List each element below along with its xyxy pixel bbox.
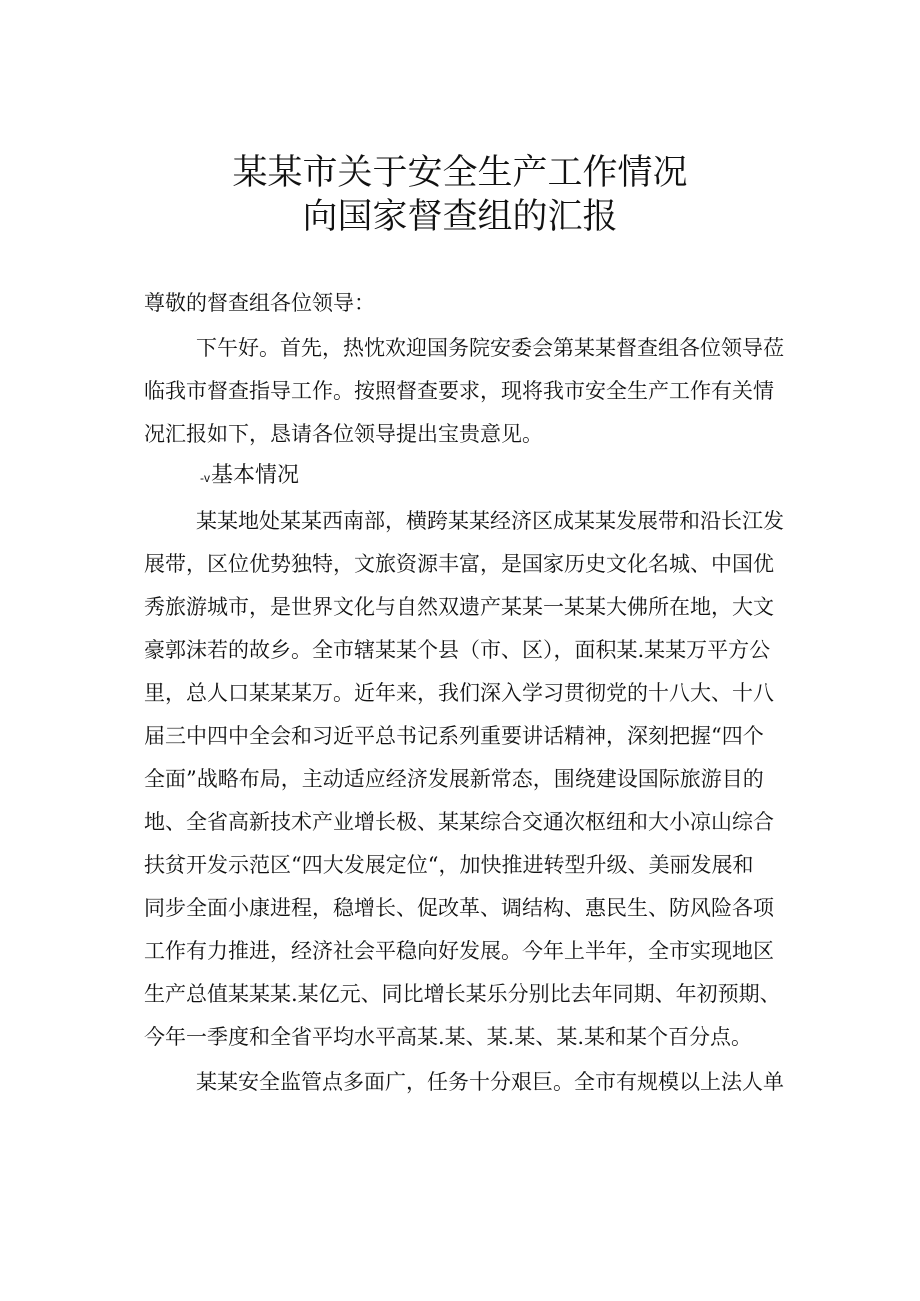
para1-line-5: 里，总人口某某某万。近年来，我们深入学习贯彻党的十八大、十八	[144, 681, 774, 705]
intro-line-2: 临我市督查指导工作。按照督查要求，现将我市安全生产工作有关情	[144, 379, 774, 403]
para1-line-2: 展带，区位优势独特，文旅资源丰富，是国家历史文化名城、中国优	[144, 552, 774, 576]
section-heading-basic-info	[200, 460, 299, 493]
para1-line-11: 工作有力推进，经济社会平稳向好发展。今年上半年，全市实现地区	[144, 939, 774, 963]
para1-line-10: 同步全面小康进程，稳增长、促改革、调结构、惠民生、防风险各项	[144, 896, 774, 920]
salutation: 尊敬的督查组各位领导：	[144, 291, 375, 315]
para1-line-9: 扶贫开发示范区“四大发展定位“，加快推进转型升级、美丽发展和	[144, 853, 754, 877]
document-title-line-2: 向国家督查组的汇报	[302, 197, 618, 237]
para1-line-7: 全面”战略布局，主动适应经济发展新常态，围绕建设国际旅游目的	[144, 767, 764, 791]
section-title: 基本情况	[211, 462, 300, 487]
para1-line-12: 生产总值某某某.某亿元、同比增长某乐分别比去年同期、年初预期、	[144, 982, 781, 1006]
document-title-line-1: 某某市关于安全生产工作情况	[232, 153, 688, 193]
para1-line-6: 届三中四中全会和习近平总书记系列重要讲话精神，深刻把握“四个	[144, 724, 764, 748]
para1-line-4: 豪郭沫若的故乡。全市辖某某个县（市、区），面积某.某某万平方公	[144, 638, 771, 662]
section-number: -v	[200, 471, 210, 485]
para1-line-1: 某某地处某某西南部，横跨某某经济区成某某发展带和沿长江发	[196, 509, 784, 533]
para1-line-3: 秀旅游城市，是世界文化与自然双遗产某某一某某大佛所在地，大文	[144, 595, 774, 619]
para1-line-13: 今年一季度和全省平均水平高某.某、某.某、某.某和某个百分点。	[144, 1025, 753, 1049]
para1-line-8: 地、全省高新技术产业增长极、某某综合交通次枢纽和大小凉山综合	[144, 810, 774, 834]
intro-line-3: 况汇报如下，恳请各位领导提出宝贵意见。	[144, 422, 543, 446]
intro-line-1: 下午好。首先，热忱欢迎国务院安委会第某某督查组各位领导莅	[196, 336, 784, 360]
para2-line-1: 某某安全监管点多面广，任务十分艰巨。全市有规模以上法人单	[196, 1070, 784, 1094]
